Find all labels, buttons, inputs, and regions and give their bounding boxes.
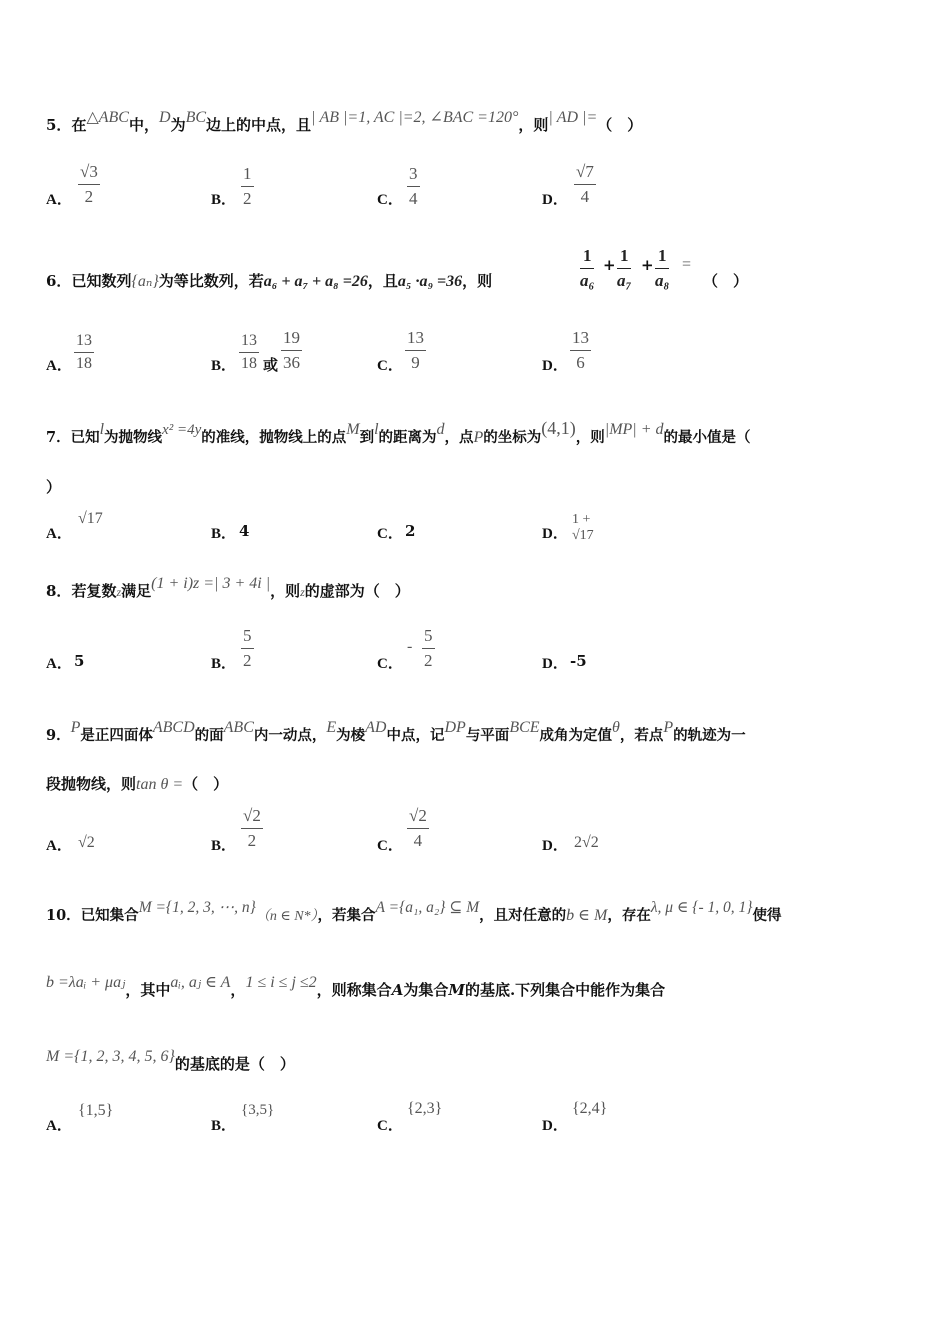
option-label: C． [377, 656, 403, 672]
question-10-stem [46, 899, 782, 925]
answer-paren: （ ） [183, 775, 229, 793]
math-set-m: M ={1, 2, 3, ⋯, n} [138, 899, 256, 916]
option-label: D． [542, 192, 568, 208]
math-line-l: l [374, 421, 379, 438]
question-10-stem-line2 [46, 974, 666, 1000]
math-set-a: A ={a₁, a₂} ⊆ M [375, 899, 480, 916]
option-value: √17 [78, 510, 103, 527]
math-b-relation: b =λaᵢ + μaⱼ [46, 974, 126, 991]
stem-text: 的准线，抛物线上的点 [201, 429, 347, 446]
question-6-options [46, 328, 906, 388]
stem-text: 与平面 [465, 727, 510, 744]
fraction-1-over-a6: 1 a₆ [580, 246, 595, 290]
stem-text: ） [46, 478, 62, 496]
math-point-d: D [159, 109, 171, 126]
plus-sign: + [603, 256, 616, 274]
option-label: D． [542, 358, 568, 374]
option-label: A． [46, 1118, 72, 1134]
option-value: 4 [239, 522, 250, 540]
stem-text: 的轨迹为一 [673, 727, 746, 744]
stem-text: 为集合 [403, 981, 449, 999]
fraction: 3 4 [409, 164, 418, 208]
math-coordinate: (4,1) [541, 418, 576, 438]
fraction: 1 2 [243, 164, 252, 208]
question-9-stem-cont [46, 773, 228, 794]
option-label: A． [46, 526, 72, 542]
question-8-stem [46, 575, 410, 601]
math-line-dp: DP [444, 719, 466, 736]
question-5-options [46, 162, 906, 222]
stem-text: 内一动点， [253, 727, 327, 744]
math-set-a-bold: A [391, 981, 404, 999]
stem-text: ，其中 [125, 981, 171, 999]
fraction: 13 18 [241, 332, 257, 373]
math-lambda-mu: λ, μ ∈ {- 1, 0, 1} [650, 899, 753, 916]
equals-sign: = [682, 256, 692, 273]
option-label: C． [377, 1118, 403, 1134]
stem-text: ，存在 [607, 907, 651, 924]
answer-paren: （ ） [703, 272, 749, 290]
stem-text: 在 [71, 116, 87, 134]
question-6-stem [46, 270, 492, 291]
stem-text: 使得 [752, 907, 782, 924]
fraction: 13 18 [76, 332, 92, 373]
option-value: {3,5} [241, 1102, 275, 1118]
math-equation: (1 + i)z =| 3 + 4i | [151, 575, 271, 592]
fraction: √3 2 [80, 162, 98, 206]
or-word: 或 [263, 356, 279, 374]
question-7-stem-cont [46, 476, 61, 497]
option-value: {2,3} [407, 1100, 443, 1117]
option-label: C． [377, 192, 403, 208]
math-point-e: E [326, 719, 337, 736]
option-label: A． [46, 192, 72, 208]
option-label: D． [542, 656, 568, 672]
stem-text: 满足 [121, 582, 152, 600]
option-label: B． [211, 526, 237, 542]
option-label: B． [211, 1118, 237, 1134]
fraction: √2 2 [243, 806, 261, 850]
math-parabola: x² =4y [162, 422, 202, 438]
math-triangle: △ABC [86, 109, 129, 126]
option-label: A． [46, 838, 72, 854]
stem-text: ，则称集合 [316, 981, 392, 999]
stem-text: 已知 [70, 429, 100, 446]
stem-text: 的面 [194, 727, 224, 744]
math-ad-length: | AD |= [548, 109, 598, 126]
math-point-p: P [663, 719, 674, 736]
stem-text: 的坐标为 [483, 429, 542, 446]
option-label: C． [377, 526, 403, 542]
stem-text: 中点，记 [386, 727, 445, 744]
stem-text: 的距离为 [378, 429, 437, 446]
fraction: 13 6 [572, 328, 589, 372]
option-label: B． [211, 192, 237, 208]
stem-text: 为 [170, 116, 186, 134]
stem-text: ，若点 [619, 727, 664, 744]
stem-text: 的最小值是（ [663, 429, 751, 446]
option-label: A． [46, 358, 72, 374]
plus-sign: + [641, 256, 654, 274]
stem-text: 边上的中点，且 [206, 116, 312, 134]
option-value: 5 [74, 652, 85, 670]
math-point-p: P [473, 429, 484, 446]
stem-text: 到 [359, 429, 375, 446]
question-7-options [46, 496, 906, 556]
option-label: A． [46, 656, 72, 672]
math-distance-d: d [436, 421, 445, 438]
option-label: D． [542, 838, 568, 854]
answer-paren: （ ） [597, 116, 643, 134]
math-face: ABC [223, 719, 254, 736]
math-ij: 1 ≤ i ≤ j ≤2 [245, 974, 317, 991]
math-aij: aᵢ, aⱼ ∈ A [170, 974, 231, 991]
option-label: C． [377, 358, 403, 374]
minus-sign: - [407, 638, 413, 655]
math-edge: AD [365, 719, 387, 736]
option-value: √2 [78, 834, 95, 851]
stem-text: ，点 [444, 429, 474, 446]
math-condition: （n ∈ N*） [255, 909, 318, 924]
math-condition: | AB |=1, AC |=2, ∠BAC =120° [311, 109, 519, 126]
stem-text: 成角为定值 [539, 727, 613, 744]
stem-text: 中， [128, 116, 159, 134]
question-number: 5． [46, 116, 72, 134]
stem-text: 若复数 [71, 582, 117, 600]
math-b-in-m: b ∈ M [566, 907, 608, 924]
question-9-options [46, 806, 906, 866]
question-number: 9． [46, 727, 71, 744]
question-number: 10． [46, 907, 81, 924]
option-value: -5 [570, 652, 587, 670]
math-product: a₅ ·a₉ =36 [397, 273, 463, 290]
option-label: B． [211, 838, 237, 854]
stem-text: 已知集合 [80, 907, 139, 924]
fraction: √7 4 [576, 162, 594, 206]
question-5-stem [46, 109, 643, 135]
stem-text: ，则 [575, 429, 605, 446]
math-plane: BCE [509, 719, 540, 736]
question-number: 8． [46, 582, 72, 600]
math-line-l: l [99, 421, 105, 438]
option-label: B． [211, 656, 237, 672]
option-label: B． [211, 358, 237, 374]
math-z: z [116, 585, 122, 599]
stem-text: 为等比数列，若 [158, 272, 264, 290]
stem-text: 的基底.下列集合中能作为集合 [464, 981, 666, 999]
stem-text: 为抛物线 [104, 429, 163, 446]
question-9-stem [46, 719, 746, 745]
stem-text: ，且 [367, 272, 398, 290]
fraction: 5 2 [243, 626, 252, 670]
option-value: {2,4} [572, 1100, 608, 1117]
stem-text: ，则 [462, 272, 493, 290]
fraction: 13 9 [407, 328, 424, 372]
stem-text: 的虚部为（ ） [304, 582, 410, 600]
question-7-stem [46, 418, 751, 447]
math-set-m-6: M ={1, 2, 3, 4, 5, 6} [46, 1048, 175, 1065]
stem-text: 的基底的是（ ） [174, 1055, 295, 1073]
math-point-m: M [346, 421, 360, 438]
option-value: 2√2 [574, 834, 599, 851]
stem-text: ，若集合 [317, 907, 376, 924]
option-value: 1 + √17 [572, 512, 594, 543]
fraction-1-over-a7: 1 a₇ [617, 246, 632, 290]
option-label: D． [542, 526, 568, 542]
option-label: C． [377, 838, 403, 854]
stem-text: 是正四面体 [80, 727, 153, 744]
math-set-m-bold: M [448, 981, 465, 999]
option-value: 2 [405, 522, 416, 540]
math-sequence: {aₙ} [131, 273, 159, 290]
math-tetrahedron: ABCD [152, 719, 195, 736]
math-tan-theta: tan θ = [136, 776, 184, 793]
stem-text: ，且对任意的 [479, 907, 567, 924]
stem-text: ， [230, 981, 246, 999]
stem-text: ，则 [270, 582, 301, 600]
option-label: D． [542, 1118, 568, 1134]
math-segment-bc: BC [185, 109, 207, 126]
question-number: 6． [46, 272, 72, 290]
question-8-options [46, 626, 906, 686]
stem-text: ，则 [518, 116, 549, 134]
fraction: √2 4 [409, 806, 427, 850]
question-10-options [46, 1086, 906, 1146]
stem-text: 为棱 [336, 727, 366, 744]
fraction: 19 36 [283, 328, 300, 372]
stem-text: 已知数列 [71, 272, 132, 290]
fraction-1-over-a8: 1 a₈ [655, 246, 670, 290]
math-theta: θ [612, 719, 620, 736]
question-number: 7． [46, 429, 71, 446]
math-expression: |MP| + d [604, 421, 664, 438]
math-sum: a₆ + a₇ + a₈ =26 [263, 273, 368, 290]
stem-text: 段抛物线，则 [46, 775, 137, 793]
option-value: {1,5} [78, 1102, 114, 1119]
math-point-p: P [70, 719, 81, 736]
fraction: 5 2 [424, 626, 433, 670]
question-10-stem-line3 [46, 1048, 295, 1074]
math-z: z [300, 585, 305, 599]
